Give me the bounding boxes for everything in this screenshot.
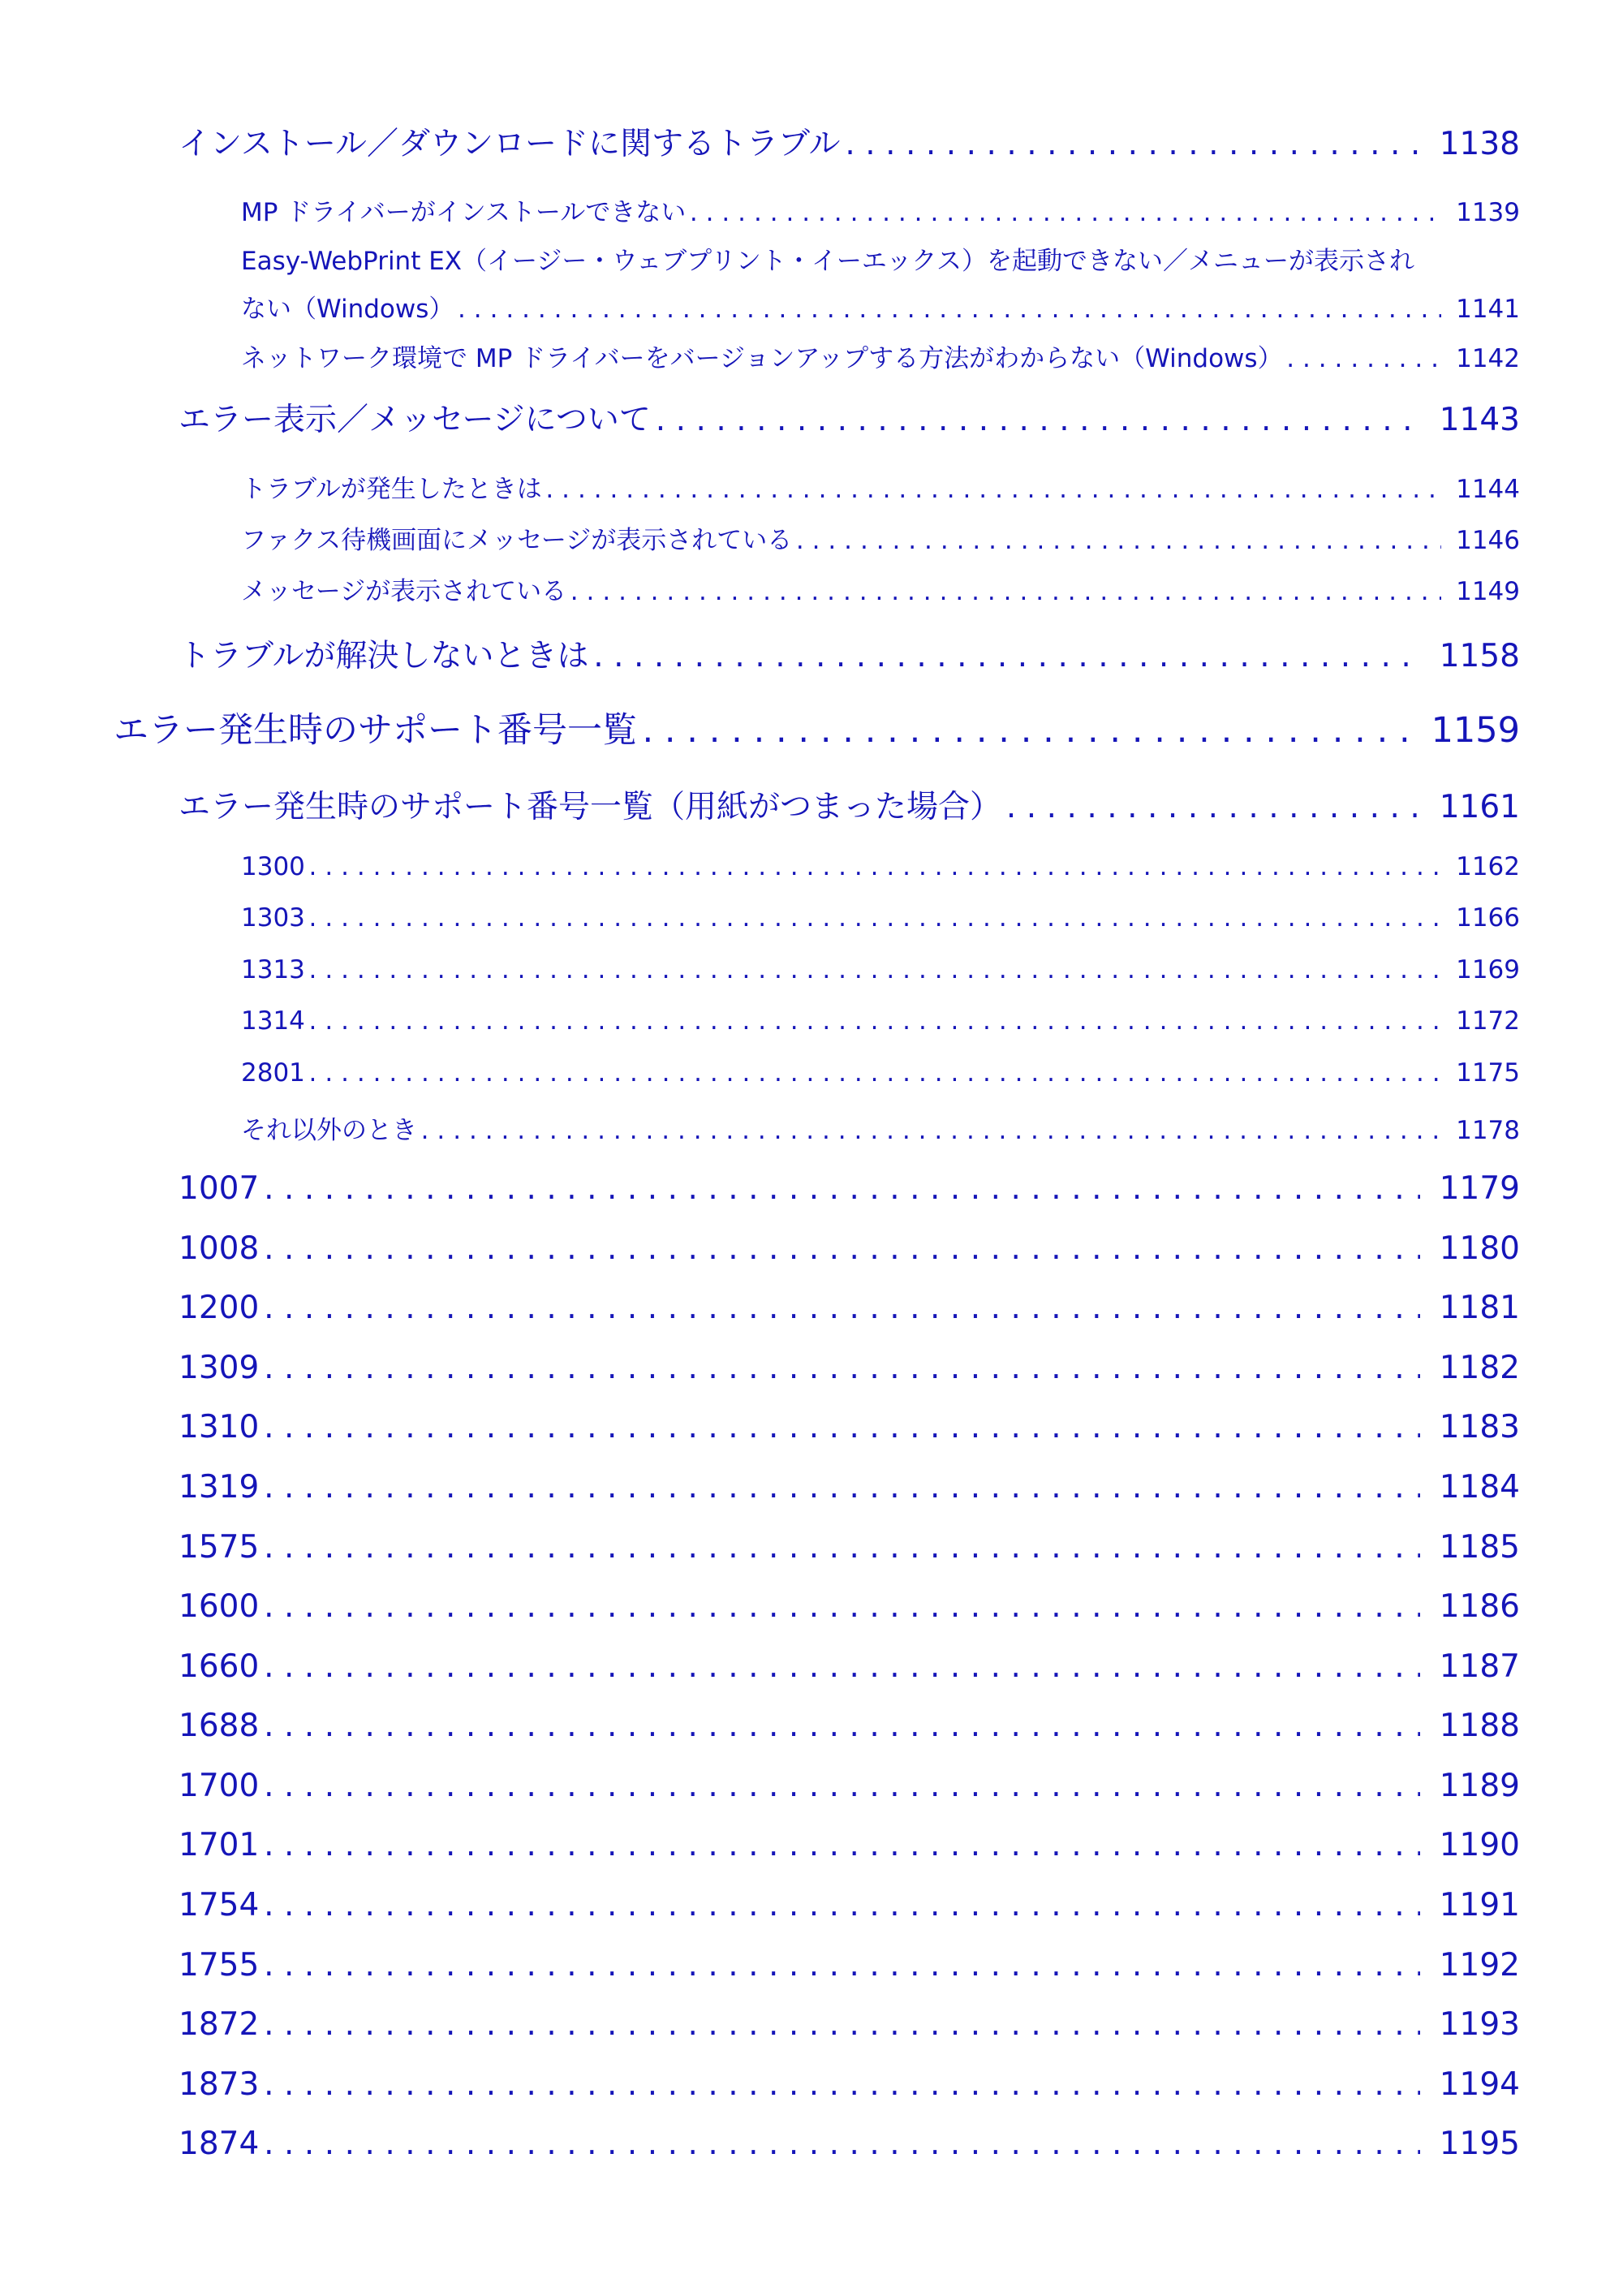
dot-leader [259,1648,1420,1685]
dot-leader [259,1588,1420,1625]
toc-entry[interactable] [179,1588,1520,1625]
toc-entry[interactable] [179,394,1520,440]
toc-entry-page[interactable]: 1144 [1456,475,1520,504]
toc-entry[interactable] [114,703,1520,752]
toc-entry-page[interactable]: 1175 [1456,1058,1520,1088]
toc-entry[interactable] [179,1648,1520,1685]
toc-entry-page[interactable]: 1138 [1439,126,1520,162]
dot-leader [259,1887,1420,1923]
toc-entry[interactable] [179,2066,1520,2103]
toc-entry[interactable] [241,1006,1520,1036]
toc-entry[interactable] [179,1409,1520,1445]
toc-entry-page[interactable]: 1191 [1439,1887,1520,1923]
dot-leader [259,2066,1420,2103]
dot-leader [259,1290,1420,1326]
toc-entry-page[interactable]: 1143 [1439,402,1520,438]
dot-leader [259,1469,1420,1506]
dot-leader [305,903,1441,933]
toc-entry-page[interactable]: 1146 [1456,526,1520,555]
toc-entry-title[interactable]: 1007 [179,1170,260,1207]
dot-leader [841,126,1421,162]
toc-entry-title[interactable]: インストール／ダウンロードに関するトラブル [179,126,841,162]
toc-entry[interactable] [241,903,1520,933]
toc-entry[interactable] [241,852,1520,881]
toc-entry[interactable] [179,118,1520,164]
toc-entry-page[interactable]: 1193 [1439,2006,1520,2043]
toc-entry-page[interactable]: 1190 [1439,1827,1520,1863]
toc-entry[interactable] [179,2006,1520,2043]
toc-entry-title[interactable]: メッセージが表示されている [241,577,567,606]
toc-entry-title[interactable]: 1701 [179,1827,260,1863]
dot-leader [305,1058,1441,1088]
toc-entry[interactable] [179,631,1520,676]
toc-entry-title-line1[interactable]: Easy-WebPrint EX（イージー・ウェブプリント・イーエックス）を起動できない／メニューが表示され [241,247,1415,276]
dot-leader [259,1827,1420,1863]
toc-entry-title[interactable]: 1200 [179,1290,260,1326]
toc-entry-page[interactable]: 1192 [1439,1947,1520,1984]
dot-leader [651,402,1420,438]
toc-entry[interactable] [241,468,1520,505]
toc-entry-title[interactable]: 1688 [179,1708,260,1744]
toc-entry-title[interactable]: エラー発生時のサポート番号一覧（用紙がつまった場合） [179,789,1002,825]
toc-entry-page[interactable]: 1141 [1456,295,1520,324]
toc-entry[interactable] [241,571,1520,607]
toc-entry-page[interactable]: 1182 [1439,1350,1520,1386]
dot-leader [259,2126,1420,2162]
toc-entry-title[interactable]: 1755 [179,1947,260,1984]
dot-leader [305,955,1441,984]
toc-entry[interactable] [179,1230,1520,1267]
toc-entry-page[interactable]: 1149 [1456,577,1520,606]
toc-entry-page[interactable]: 1142 [1456,344,1520,373]
toc-entry-title[interactable]: 1873 [179,2066,260,2103]
toc-entry-page[interactable]: 1186 [1439,1588,1520,1625]
toc-entry-title[interactable]: エラー表示／メッセージについて [179,402,651,438]
toc-entry[interactable] [179,1768,1520,1804]
dot-leader [259,1708,1420,1744]
toc-entry[interactable] [179,1350,1520,1386]
toc-entry-title[interactable]: 1575 [179,1529,260,1566]
toc-entry-title[interactable]: 2801 [241,1058,305,1088]
dot-leader [259,1170,1420,1207]
toc-entry[interactable] [179,1170,1520,1207]
toc-entry[interactable] [179,1529,1520,1566]
toc-entry-title[interactable]: 1303 [241,903,305,933]
dot-leader [259,1409,1420,1445]
toc-entry-title[interactable]: 1660 [179,1648,260,1685]
toc-entry-title[interactable]: トラブルが解決しないときは [179,638,589,674]
toc-entry-title[interactable]: 1319 [179,1469,260,1506]
toc-entry-page[interactable]: 1189 [1439,1768,1520,1804]
toc-entry-page[interactable]: 1187 [1439,1648,1520,1685]
toc-entry-title[interactable]: 1313 [241,955,305,984]
dot-leader [417,1116,1441,1145]
toc-entry[interactable] [179,782,1520,827]
toc-entry[interactable] [179,1887,1520,1923]
toc-entry[interactable] [179,2126,1520,2162]
dot-leader [259,2006,1420,2043]
toc-entry[interactable] [179,1827,1520,1863]
toc-entry-title[interactable]: 1314 [241,1006,305,1036]
dot-leader [454,295,1440,324]
toc-entry[interactable] [241,955,1520,984]
dot-leader [1001,789,1420,825]
toc-entry-page[interactable]: 1159 [1431,710,1520,751]
dot-leader [259,1350,1420,1386]
toc-entry-title[interactable]: トラブルが発生したときは [241,475,542,504]
toc-entry-page[interactable]: 1158 [1439,638,1520,674]
toc-entry-title[interactable]: 1754 [179,1887,260,1923]
toc-entry[interactable] [179,1469,1520,1506]
toc-entry-title[interactable]: 1874 [179,2126,260,2162]
toc-entry-page[interactable]: 1178 [1456,1116,1520,1145]
toc-entry-title[interactable]: 1008 [179,1230,260,1267]
toc-entry-page[interactable]: 1194 [1439,2066,1520,2103]
toc-entry-page[interactable]: 1179 [1439,1170,1520,1207]
dot-leader [259,1230,1420,1267]
toc-entry[interactable] [179,1947,1520,1984]
toc-entry-page[interactable]: 1188 [1439,1708,1520,1744]
toc-entry-title[interactable]: 1700 [179,1768,260,1804]
toc-entry-title[interactable]: MP ドライバーがインストールできない [241,198,687,227]
dot-leader [637,710,1410,751]
toc-entry-title[interactable]: ネットワーク環境で MP ドライバーをバージョンアップする方法がわからない（Windows） [241,344,1283,373]
toc-entry-page[interactable]: 1195 [1439,2126,1520,2162]
toc-entry-title[interactable]: エラー発生時のサポート番号一覧 [114,710,637,751]
dot-leader [686,198,1440,227]
toc-entry[interactable] [241,192,1520,228]
dot-leader [588,638,1420,674]
dot-leader [566,577,1440,606]
toc-entry-title[interactable]: ファクス待機画面にメッセージが表示されている [241,526,793,555]
dot-leader [1283,344,1441,373]
toc-entry-title[interactable]: 1872 [179,2006,260,2043]
toc-entry[interactable] [241,338,1520,374]
toc-entry[interactable] [179,1708,1520,1744]
toc-entry[interactable] [241,240,1520,325]
toc-entry[interactable] [179,1290,1520,1326]
toc-entry-page[interactable]: 1183 [1439,1409,1520,1445]
toc-entry-page[interactable]: 1166 [1456,903,1520,933]
toc-entry-page[interactable]: 1161 [1439,789,1520,825]
toc-entry[interactable] [241,519,1520,556]
toc-entry-page[interactable]: 1139 [1456,198,1520,227]
dot-leader [542,475,1441,504]
dot-leader [259,1529,1420,1566]
toc-entry-title[interactable]: 1309 [179,1350,260,1386]
toc-entry-title[interactable]: それ以外のとき [241,1116,417,1145]
dot-leader [792,526,1440,555]
toc-entry[interactable] [241,1109,1520,1146]
dot-leader [305,1006,1441,1036]
toc-entry-page[interactable]: 1180 [1439,1230,1520,1267]
toc-entry-title[interactable]: 1310 [179,1409,260,1445]
toc-entry-page[interactable]: 1181 [1439,1290,1520,1326]
dot-leader [305,852,1441,881]
toc-entry-page[interactable]: 1172 [1456,1006,1520,1036]
toc-entry-page[interactable]: 1169 [1456,955,1520,984]
toc-entry-page[interactable]: 1185 [1439,1529,1520,1566]
toc-entry-title[interactable]: 1300 [241,852,305,881]
toc-entry-title[interactable]: 1600 [179,1588,260,1625]
dot-leader [259,1768,1420,1804]
toc-entry-page[interactable]: 1184 [1439,1469,1520,1506]
toc-entry[interactable] [241,1058,1520,1088]
toc-entry-page[interactable]: 1162 [1456,852,1520,881]
dot-leader [259,1947,1420,1984]
toc-entry-title-line2[interactable]: ない（Windows） [241,295,454,324]
